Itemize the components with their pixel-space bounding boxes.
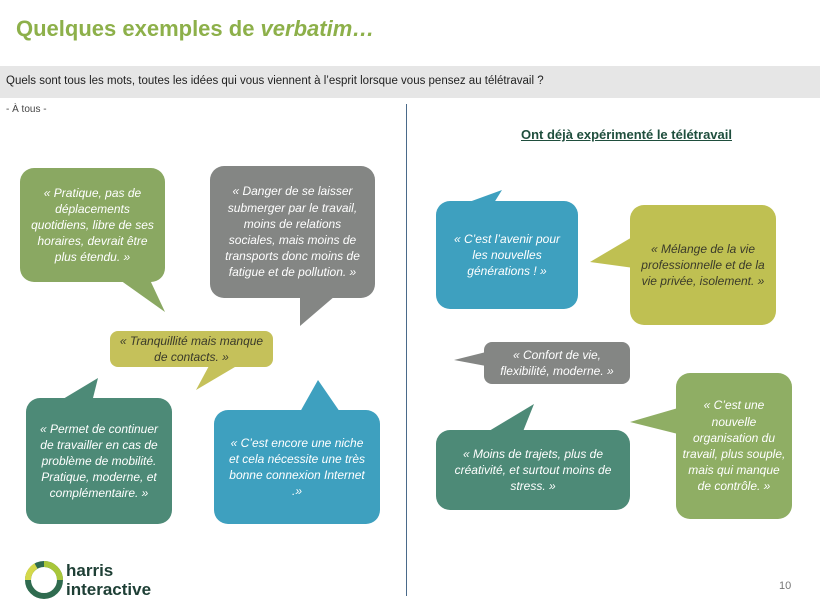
base-note: - À tous - [6, 104, 47, 115]
verbatim-bubble-confort: « Confort de vie, flexibilité, moderne. » [484, 342, 630, 384]
verbatim-bubble-avenir: « C’est l’avenir pour les nouvelles générations ! » [436, 201, 578, 309]
tail-pratique [120, 280, 165, 312]
verbatim-bubble-pratique: « Pratique, pas de déplacements quotidiens, libre de ses horaires, devrait être plus étendu. » [20, 168, 165, 282]
tail-melange [590, 236, 634, 268]
tail-niche [300, 380, 340, 412]
tail-confort [454, 352, 486, 366]
verbatim-bubble-melange: « Mélange de la vie professionnelle et de la vie privée, isolement. » [630, 205, 776, 325]
verbatim-bubble-niche: « C’est encore une niche et cela nécessite une très bonne connexion Internet .» [214, 410, 380, 524]
verbatim-bubble-danger: « Danger de se laisser submerger par le travail, moins de relations sociales, mais moins de transports donc moins de fatigue et de pollution. » [210, 166, 375, 298]
verbatim-bubble-organisation: « C’est une nouvelle organisation du travail, plus souple, mais qui manque de contrôle. » [676, 373, 792, 519]
logo-line-2: interactive [66, 579, 152, 599]
harris-logo-icon [24, 560, 64, 600]
logo-line-1: harris [66, 561, 114, 580]
page-title-main: Quelques exemples de [16, 16, 261, 41]
verbatim-bubble-trajets: « Moins de trajets, plus de créativité, et surtout moins de stress. » [436, 430, 630, 510]
verbatim-bubble-permet: « Permet de continuer de travailler en cas de problème de mobilité. Pratique, moderne, et complémentaire. » [26, 398, 172, 524]
harris-logo-text [66, 562, 151, 599]
tail-organisation [630, 408, 678, 434]
page-title-italic: verbatim… [260, 16, 375, 41]
tail-tranquillite [196, 364, 240, 390]
verbatim-bubble-tranquillite: « Tranquillité mais manque de contacts. » [110, 331, 273, 367]
question-text: Quels sont tous les mots, toutes les idées qui vous viennent à l’esprit lorsque vous pensez au télétravail ? [6, 75, 544, 87]
right-column-heading: Ont déjà expérimenté le télétravail [521, 127, 732, 142]
page-number: 10 [779, 580, 792, 592]
tail-danger [300, 296, 335, 326]
